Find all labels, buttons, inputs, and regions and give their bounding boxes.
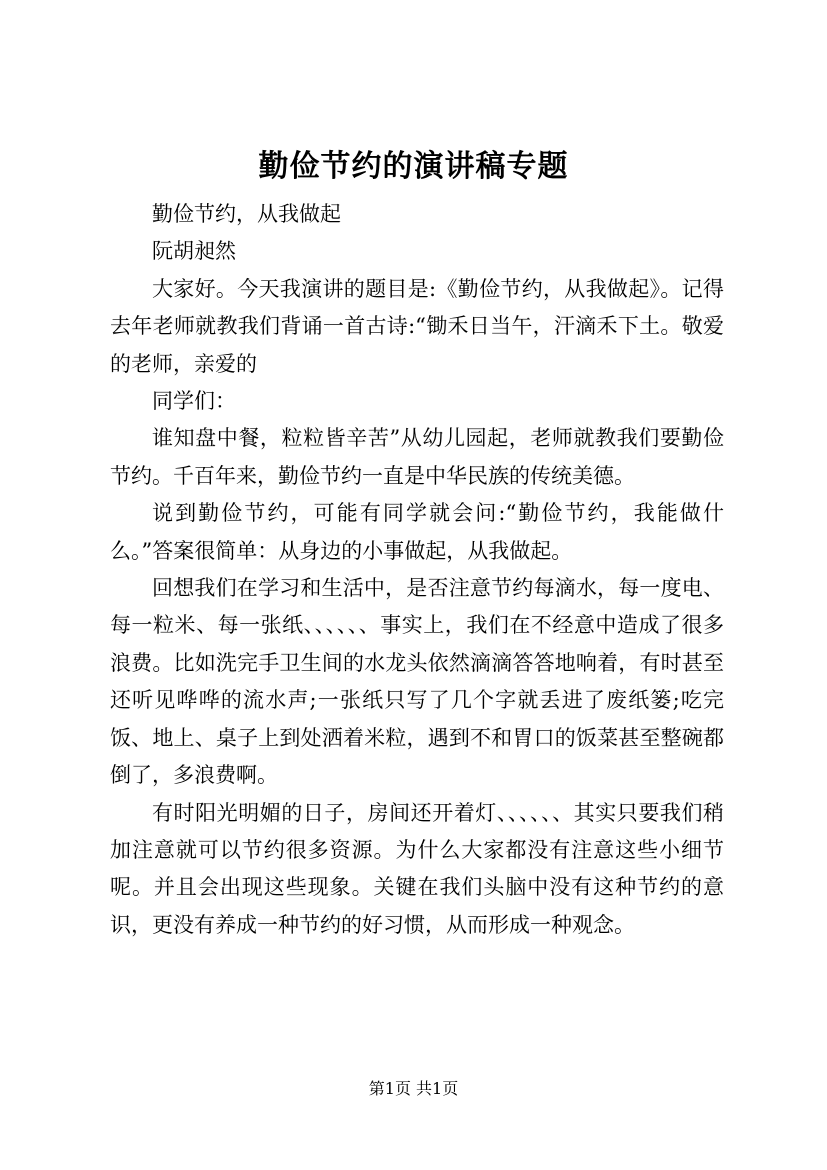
document-title: 勤俭节约的演讲稿专题: [258, 149, 569, 184]
paragraph-awareness: 有时阳光明媚的日子，房间还开着灯、、、、、、其实只要我们稍加注意就可以节约很多资源。为什么大家都没有注意这些小细节呢。并且会出现这些现象。关键在我们头脑中没有这种节约的意识，更没有养成一种节约的好习惯，从而形成一种观念。: [110, 800, 724, 937]
paragraph-waste: 回想我们在学习和生活中，是否注意节约每滴水，每一度电、每一粒米、每一张纸、、、、、、事实上，我们在不经意中造成了很多浪费。比如洗完手卫生间的水龙头依然滴滴答答地响着，有时甚至还听见哗哗的流水声;一张纸只写了几个字就丢进了废纸篓;吃完饭、地上、桌子上到处洒着米粒，遇到不和胃口的饭菜甚至整碗都倒了，多浪费啊。: [110, 576, 724, 788]
paragraph-heading-line: 勤俭节约，从我做起: [152, 202, 341, 226]
paragraph-address: 同学们：: [152, 389, 236, 414]
page-number-footer: 第1页 共1页: [368, 1079, 459, 1098]
paragraph-tradition: 谁知盘中餐，粒粒皆辛苦”从幼儿园起，老师就教我们要勤俭节约。千百年来，勤俭节约一直是中华民族的传统美德。: [110, 426, 724, 488]
paragraph-answer: 说到勤俭节约，可能有同学就会问:“勤俭节约，我能做什么。”答案很简单：从身边的小事做起，从我做起。: [110, 501, 724, 563]
paragraph-intro: 大家好。今天我演讲的题目是:《勤俭节约，从我做起》。记得去年老师就教我们背诵一首古诗:“锄禾日当午，汗滴禾下土。敬爱的老师，亲爱的: [110, 276, 724, 376]
document-body: [110, 196, 724, 944]
paragraph-author: 阮胡昶然: [152, 239, 236, 264]
